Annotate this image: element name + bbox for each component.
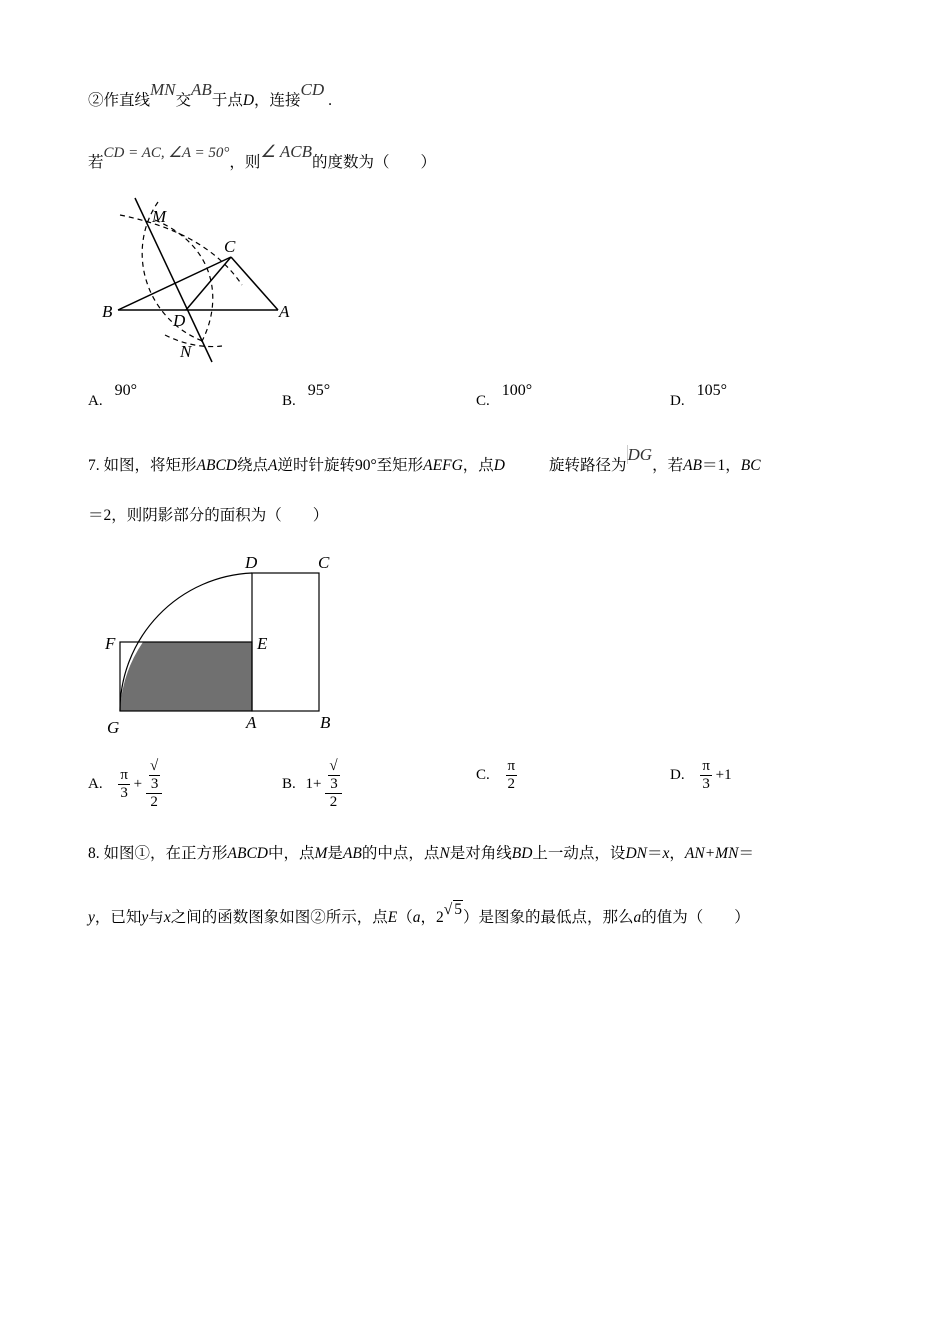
prefix: 1+ <box>305 776 322 792</box>
segment-cd <box>186 257 231 310</box>
rect-abcd: ABCD <box>196 457 237 474</box>
text: ＝1， <box>702 457 741 474</box>
denominator: 2 <box>329 794 338 810</box>
q8-line1 <box>88 841 754 863</box>
math-cd: CD <box>300 80 325 99</box>
label-b: B <box>320 713 331 732</box>
text: 上一动点，设 <box>532 845 626 862</box>
q7-option-b[interactable] <box>282 758 342 811</box>
math-ab: AB <box>191 80 212 99</box>
option-letter: D. <box>670 767 685 783</box>
seg-ab: AB <box>683 457 703 474</box>
q7-option-a[interactable] <box>88 758 162 811</box>
label-b: B <box>102 302 113 321</box>
numerator: π <box>507 758 516 774</box>
text: ②作直线 <box>88 92 151 109</box>
option-value: 105° <box>696 382 727 399</box>
option-letter: C. <box>476 393 490 409</box>
text: ）是图象的最低点，那么 <box>462 909 634 926</box>
option-value: 100° <box>501 382 533 399</box>
text: 的值为（ ） <box>641 909 750 926</box>
numerator: π <box>120 767 128 783</box>
point-a: A <box>268 457 278 474</box>
label-n: N <box>180 342 192 361</box>
option-letter: D. <box>670 393 685 409</box>
q6-figure <box>95 190 305 370</box>
q6-condition-line <box>88 142 436 172</box>
sqrt-5: √ 5 <box>443 901 462 918</box>
var-a: a <box>633 909 642 926</box>
text: 8. 如图①，在正方形 <box>88 845 228 862</box>
q7-option-c[interactable] <box>476 758 517 793</box>
option-letter: C. <box>476 767 490 783</box>
point-d: D <box>493 457 505 474</box>
option-value: 90° <box>114 382 137 399</box>
suffix: +1 <box>715 767 732 783</box>
option-letter: B. <box>282 776 296 792</box>
text: 的中点，点 <box>361 845 440 862</box>
text: 交 <box>175 92 192 109</box>
text: 中，点 <box>267 845 315 862</box>
denominator: 3 <box>120 785 128 801</box>
label-f: F <box>105 634 116 653</box>
var-a: a <box>412 909 421 926</box>
label-d: D <box>173 311 186 330</box>
text: ，连接 <box>254 92 301 109</box>
option-value: 95° <box>307 382 331 399</box>
text: 逆时针旋转90°至矩形 <box>277 457 424 474</box>
denominator: 2 <box>150 794 158 810</box>
text: ＝ <box>646 845 663 862</box>
text: ，已知 <box>94 909 142 926</box>
radicand: 5 <box>454 901 462 918</box>
label-g: G <box>107 718 120 737</box>
fraction-pi-3 <box>118 767 130 802</box>
fraction-sqrt3-2 <box>325 758 342 811</box>
segment-ca <box>231 257 278 310</box>
q6-option-b[interactable] <box>282 382 331 410</box>
numerator: √ 3 <box>325 758 342 794</box>
point-m: M <box>314 845 328 862</box>
denominator: 3 <box>702 776 710 792</box>
text: ，若 <box>652 457 684 474</box>
label-a: A <box>279 302 290 321</box>
shaded-region <box>120 642 252 711</box>
fraction-pi-3 <box>700 758 712 793</box>
text: （ <box>397 909 413 926</box>
denominator: 2 <box>507 776 516 792</box>
text: 的度数为（ ） <box>311 154 436 171</box>
text: ， <box>669 845 685 862</box>
seg-bc: BC <box>740 457 761 474</box>
q7-figure <box>100 548 340 738</box>
text: 绕点 <box>236 457 268 474</box>
text: 若 <box>88 154 104 171</box>
var-y: y <box>141 909 149 926</box>
var-y: y <box>88 909 95 926</box>
numerator: √ 3 <box>146 758 163 794</box>
text: 7. 如图，将矩形 <box>88 457 197 474</box>
fraction-pi-2 <box>506 758 518 793</box>
text: 与 <box>148 909 164 926</box>
plus: + <box>133 776 143 792</box>
label-c: C <box>318 553 330 572</box>
point-d: D <box>242 92 255 109</box>
q6-option-a[interactable] <box>88 382 137 410</box>
text: ，点 <box>462 457 494 474</box>
q6-option-c[interactable] <box>476 382 533 410</box>
text: ，则 <box>229 154 261 171</box>
label-d: D <box>245 553 258 572</box>
var-x: x <box>662 845 670 862</box>
q7-line2 <box>88 503 328 525</box>
text: . <box>328 92 333 109</box>
expr-an-mn: AN+MN <box>684 845 739 862</box>
numerator: π <box>702 758 710 774</box>
label-e: E <box>257 634 268 653</box>
radicand: 3 <box>330 776 338 792</box>
text: 是 <box>327 845 343 862</box>
text: ，2 <box>420 909 444 926</box>
text: 是对角线 <box>449 845 512 862</box>
q6-option-d[interactable] <box>670 382 727 410</box>
option-letter: B. <box>282 393 296 409</box>
seg-bd: BD <box>511 845 533 862</box>
text: ＝2，则阴影部分的面积为（ ） <box>88 507 329 524</box>
rect-aefg: AEFG <box>423 457 463 474</box>
seg-ab: AB <box>342 845 362 862</box>
segment-bc <box>118 257 231 310</box>
var-x: x <box>163 909 171 926</box>
q6-step2-line <box>88 80 333 110</box>
text: 旋转路径为 <box>549 457 627 474</box>
radicand: 3 <box>150 776 159 792</box>
math-mn: MN <box>150 80 176 99</box>
square-abcd: ABCD <box>227 845 268 862</box>
math-angle-acb: ∠ ACB <box>260 142 312 161</box>
label-a: A <box>246 713 257 732</box>
q7-line1 <box>88 445 761 475</box>
seg-dn: DN <box>625 845 647 862</box>
arc-dg: DG <box>627 445 653 464</box>
label-c: C <box>224 237 236 256</box>
option-letter: A. <box>88 393 103 409</box>
q7-option-d[interactable] <box>670 758 732 793</box>
q8-line2 <box>88 901 750 927</box>
point-e: E <box>387 909 398 926</box>
point-n: N <box>439 845 450 862</box>
text: 于点 <box>211 92 243 109</box>
math-condition: CD = AC, ∠A = 50° <box>103 145 230 161</box>
text: ＝ <box>738 845 754 862</box>
option-letter: A. <box>88 776 103 792</box>
text: 之间的函数图象如图②所示，点 <box>170 909 388 926</box>
fraction-sqrt3-2 <box>146 758 163 811</box>
label-m: M <box>152 207 167 226</box>
